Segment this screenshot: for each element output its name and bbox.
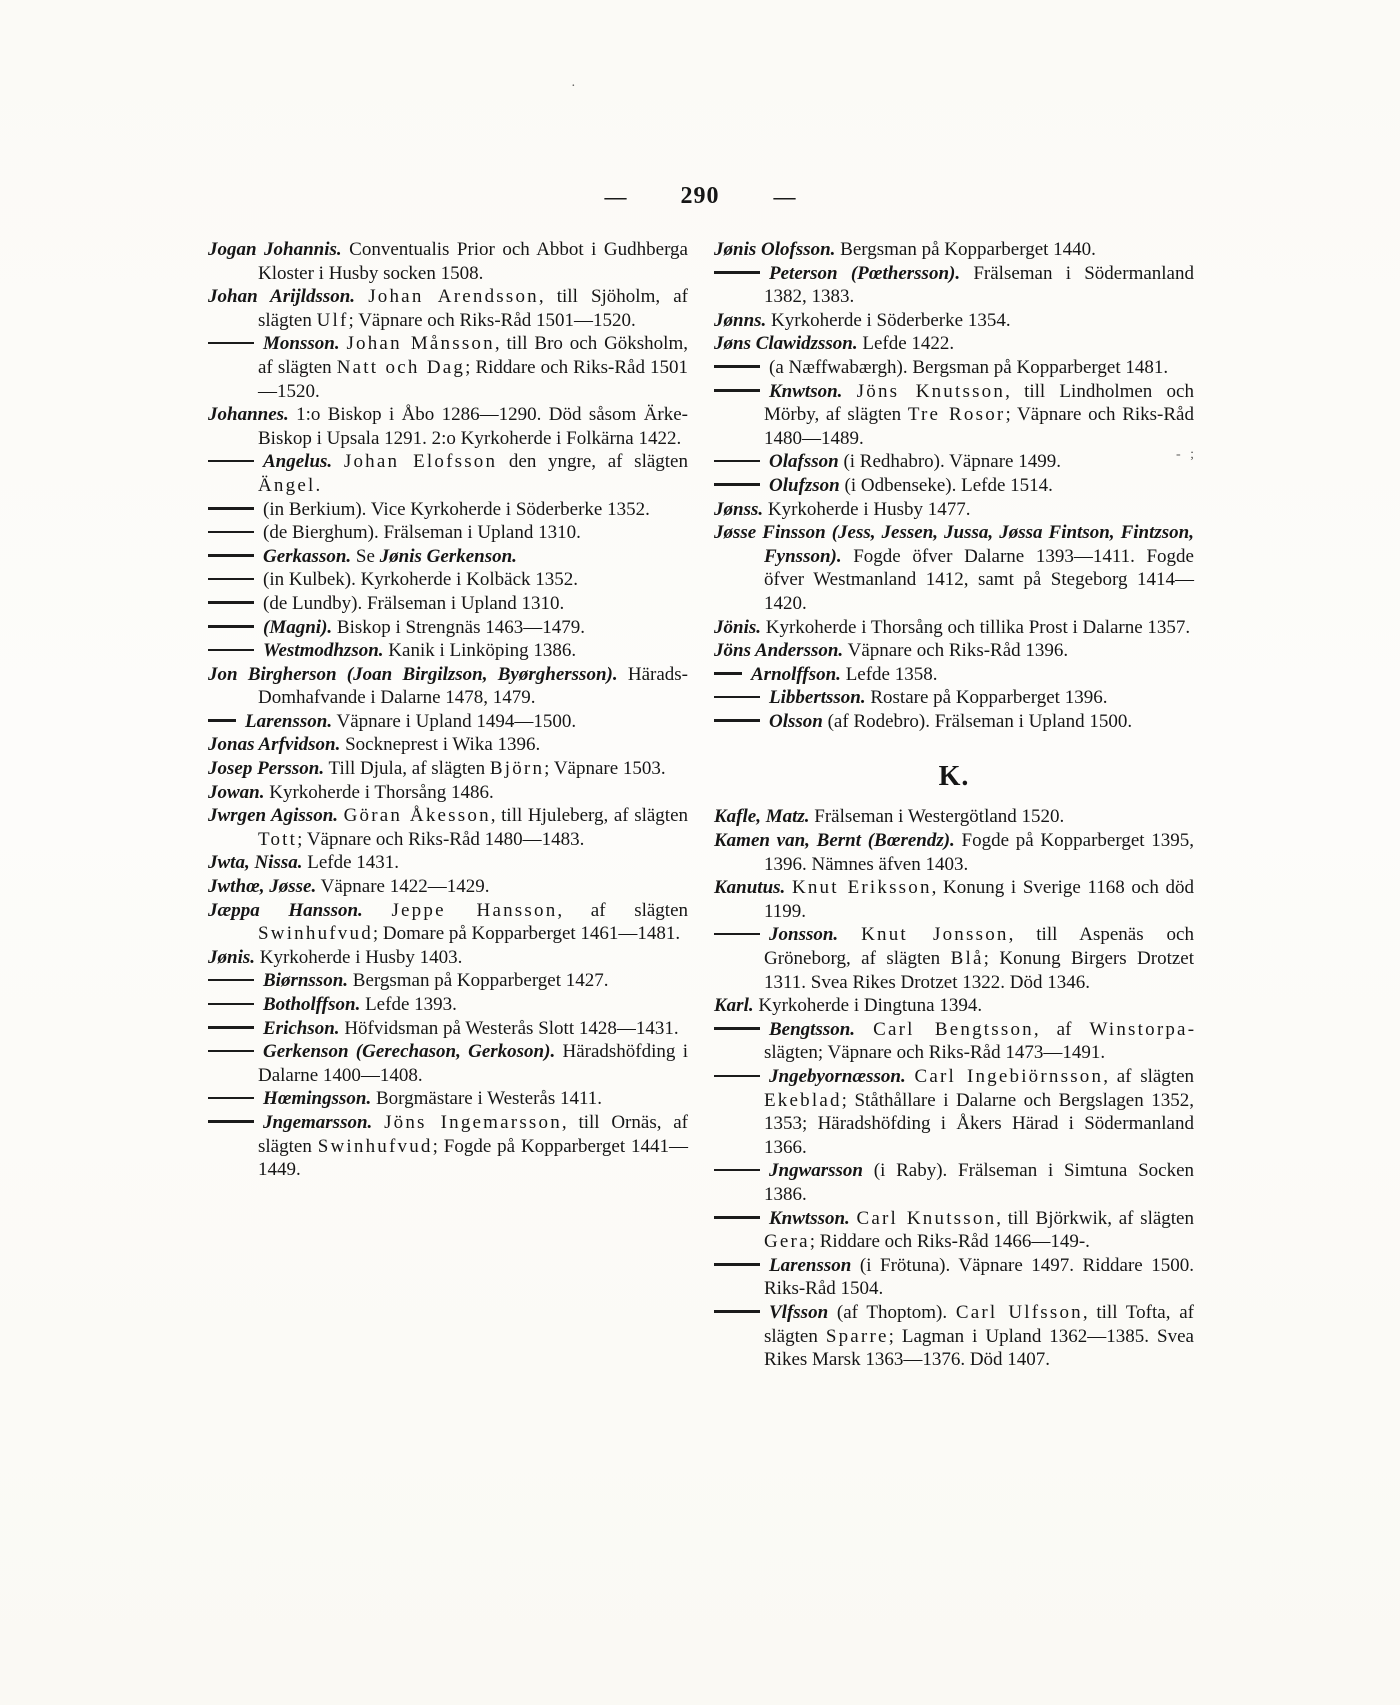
entry-headword: Jngwarsson bbox=[769, 1160, 863, 1182]
entry-headword: Arnolffson. bbox=[751, 663, 841, 685]
dictionary-entry bbox=[714, 829, 1194, 876]
entry-text: , till Hjuleberg, af slägten bbox=[490, 805, 689, 827]
ditto-dash bbox=[714, 1263, 760, 1266]
entry-headword: Olsson bbox=[769, 710, 823, 732]
entry-text: Lefde 1393. bbox=[360, 994, 457, 1015]
entry-text: Till Djula, af slägten bbox=[324, 758, 490, 780]
ditto-dash bbox=[714, 1027, 760, 1030]
dictionary-entry bbox=[208, 498, 688, 522]
entry-text: Häradshöfding i Dalarne 1400—1408. bbox=[258, 1041, 688, 1086]
ditto-dash bbox=[714, 460, 760, 463]
entry-text: Sockneprest i Wika 1396. bbox=[340, 734, 541, 756]
dictionary-entry bbox=[714, 710, 1194, 734]
ditto-dash bbox=[208, 578, 254, 581]
entry-headword: Johannes. bbox=[208, 404, 289, 426]
entry-text: , Konung i Sverige 1168 och död 1199. bbox=[764, 877, 1194, 922]
entry-text: ; Fogde på Kopparberget 1441—1449. bbox=[258, 1135, 688, 1181]
entry-text: , af slägten bbox=[557, 899, 689, 921]
entry-headword: Erichson. bbox=[263, 1017, 340, 1039]
dictionary-entry bbox=[714, 1254, 1194, 1301]
entry-text: , till Lindholmen och Mörby, af slägten bbox=[764, 380, 1194, 426]
entry-headword: Jønis. bbox=[208, 946, 255, 968]
entry-text: ; Väpnare och Riks-Råd 1480—1483. bbox=[297, 828, 585, 850]
dictionary-entry bbox=[208, 1040, 688, 1087]
entry-headword: Gerkasson. bbox=[263, 545, 352, 567]
entry-text: (af Thoptom). bbox=[828, 1301, 956, 1323]
page-header bbox=[0, 183, 1400, 210]
entry-text: , till Ornäs, af slägten bbox=[258, 1111, 688, 1157]
ditto-dash bbox=[714, 389, 760, 392]
entry-emphasized-name: Carl Knutsson bbox=[856, 1207, 997, 1229]
ditto-dash bbox=[714, 1075, 760, 1078]
entry-text: Rostare på Kopparberget 1396. bbox=[865, 687, 1108, 709]
entry-text: , till Sjöholm, af slägten bbox=[258, 286, 688, 331]
entry-text bbox=[785, 877, 792, 898]
dictionary-entry bbox=[208, 332, 688, 403]
ditto-dash bbox=[714, 483, 760, 486]
dictionary-entry bbox=[208, 285, 688, 332]
entry-headword: Kanutus. bbox=[714, 877, 786, 899]
entry-headword: Jonsson. bbox=[769, 924, 839, 946]
entry-emphasized-name: Swinhufvud bbox=[258, 923, 373, 945]
dictionary-entry bbox=[714, 356, 1194, 380]
dictionary-entry bbox=[714, 1065, 1194, 1159]
dictionary-entry bbox=[208, 710, 688, 734]
ditto-dash bbox=[208, 1026, 254, 1029]
ditto-dash bbox=[208, 1050, 254, 1053]
entry-headword: Jönis. bbox=[714, 616, 761, 638]
entry-text: (in Berkium). Vice Kyrkoherde i Söderberke 1352. bbox=[263, 498, 650, 520]
dictionary-entry bbox=[208, 851, 688, 875]
entry-headword: Kamen van, Bernt (Bœrendz). bbox=[714, 830, 955, 852]
entry-text bbox=[855, 1019, 873, 1040]
entry-text: Väpnare och Riks-Råd 1396. bbox=[843, 640, 1069, 662]
entry-text: Conventualis Prior och Abbot i Gudhberga Kloster i Husby socken 1508. bbox=[258, 239, 688, 284]
entry-headword: Knwtson. bbox=[769, 380, 843, 402]
entry-headword: Karl. bbox=[714, 995, 754, 1017]
entry-headword: Vlfsson bbox=[769, 1301, 829, 1323]
dictionary-entry bbox=[208, 639, 688, 663]
entry-text: Lefde 1358. bbox=[840, 663, 938, 685]
entry-text: Lefde 1422. bbox=[857, 333, 955, 355]
entry-emphasized-name: Tott bbox=[258, 828, 298, 850]
entry-emphasized-name: Jöns Knutsson bbox=[856, 380, 1006, 402]
dictionary-entry bbox=[714, 332, 1194, 356]
entry-text bbox=[363, 900, 392, 921]
entry-text: ; Konung Birgers Drotzet 1311. Svea Rikes Drotzet 1322. Död 1346. bbox=[764, 948, 1195, 993]
dictionary-entry bbox=[208, 238, 688, 285]
dictionary-entry bbox=[208, 592, 688, 616]
entry-text: Kyrkoherde i Thorsång 1486. bbox=[264, 781, 494, 803]
entry-emphasized-name: Björn bbox=[489, 758, 545, 780]
entry-text: , af slägten bbox=[1103, 1066, 1195, 1087]
entry-emphasized-name: Jeppe Hansson bbox=[391, 899, 558, 921]
entry-text: Se bbox=[351, 545, 380, 567]
scan-artifact: · bbox=[571, 79, 576, 94]
dictionary-entry bbox=[208, 450, 688, 497]
dictionary-entry bbox=[714, 639, 1194, 663]
entry-headword: Jogan Johannis. bbox=[208, 239, 342, 260]
dictionary-entry bbox=[714, 923, 1194, 994]
entry-text: (i Redhabro). Väpnare 1499. bbox=[838, 451, 1061, 473]
entry-text: Fogde öfver Dalarne 1393—1411. Fogde öfver Westmanland 1412, samt på Stegeborg 1414—1420. bbox=[764, 545, 1194, 614]
scan-artifact: - ; bbox=[1176, 447, 1198, 462]
entry-headword: Peterson (Pœthersson). bbox=[769, 262, 961, 284]
entry-headword: Johan Arijldsson. bbox=[208, 286, 356, 308]
entry-text bbox=[372, 1112, 384, 1133]
dictionary-entry bbox=[208, 733, 688, 757]
dictionary-entry bbox=[208, 781, 688, 805]
dictionary-entry bbox=[714, 498, 1194, 522]
dictionary-entry bbox=[714, 1018, 1194, 1065]
entry-headword: Hœmingsson. bbox=[263, 1088, 372, 1110]
entry-text: , till Björkwik, af slägten bbox=[996, 1207, 1194, 1229]
entry-emphasized-name: Swinhufvud bbox=[317, 1135, 433, 1157]
entry-text: -slägten; Väpnare och Riks-Råd 1473—1491. bbox=[764, 1018, 1195, 1064]
dictionary-entry bbox=[208, 663, 688, 710]
left-column bbox=[208, 238, 688, 1372]
entry-text: ; Väpnare 1503. bbox=[544, 758, 666, 780]
entry-text: Kanik i Linköping 1386. bbox=[383, 640, 577, 662]
ditto-dash bbox=[208, 601, 254, 604]
entry-text: Härads-Domhafvande i Dalarne 1478, 1479. bbox=[258, 663, 689, 709]
dictionary-entry bbox=[714, 380, 1194, 451]
entry-emphasized-name: Blå bbox=[950, 948, 984, 970]
dictionary-entry bbox=[714, 262, 1194, 309]
entry-text: , till Bro och Göksholm, af slägten bbox=[258, 333, 688, 378]
ditto-dash bbox=[714, 672, 742, 675]
ditto-dash bbox=[714, 719, 760, 722]
entry-headword: Jon Birgherson (Joan Birgilzson, Byørghersson). bbox=[208, 663, 618, 685]
entry-text: ; Ståthållare i Dalarne och Bergslagen 1352, 1353; Häradshöfding i Åkers Härad i Södermanland 1366. bbox=[764, 1089, 1194, 1158]
section-letter-heading: K. bbox=[938, 761, 970, 793]
entry-text: Väpnare 1422—1429. bbox=[316, 876, 490, 898]
header-rule-left: — bbox=[604, 183, 627, 209]
ditto-dash bbox=[714, 1169, 760, 1172]
entry-text: ; Riddare och Riks-Råd 1501—1520. bbox=[258, 356, 689, 402]
text-columns bbox=[208, 238, 1194, 1372]
dictionary-entry bbox=[208, 545, 688, 569]
entry-emphasized-name: Tre Rosor bbox=[907, 404, 1006, 426]
entry-text: Fogde på Kopparberget 1395, 1396. Nämnes äfven 1403. bbox=[764, 830, 1194, 875]
entry-text: Frälseman i Södermanland 1382, 1383. bbox=[764, 262, 1194, 308]
dictionary-entry bbox=[208, 875, 688, 899]
entry-text bbox=[332, 451, 344, 472]
entry-emphasized-name: Johan Elofsson bbox=[343, 451, 498, 473]
entry-text: (a Næffwabærgh). Bergsman på Kopparberget 1481. bbox=[769, 356, 1169, 378]
entry-headword: Jonas Arfvidson. bbox=[208, 734, 341, 756]
entry-headword: Jønss. bbox=[714, 498, 764, 520]
entry-headword: Botholffson. bbox=[263, 994, 361, 1015]
page-number: 290 bbox=[680, 183, 720, 209]
ditto-dash bbox=[714, 1310, 760, 1313]
entry-headword: Larensson bbox=[769, 1254, 852, 1276]
entry-headword: Jønis Gerkenson. bbox=[379, 545, 517, 567]
entry-text: 1:o Biskop i Åbo 1286—1290. Död såsom Ärke-Biskop i Upsala 1291. 2:o Kyrkoherde i Folkärna 1422. bbox=[258, 404, 688, 449]
entry-text: ; Riddare och Riks-Råd 1466—149-. bbox=[809, 1231, 1090, 1253]
entry-text: Kyrkoherde i Dingtuna 1394. bbox=[753, 995, 983, 1017]
entry-text: (af Rodebro). Frälseman i Upland 1500. bbox=[822, 710, 1133, 732]
dictionary-entry bbox=[714, 616, 1194, 640]
dictionary-entry bbox=[714, 876, 1194, 923]
ditto-dash bbox=[208, 1120, 254, 1123]
dictionary-entry bbox=[208, 568, 688, 592]
entry-text: Frälseman i Westergötland 1520. bbox=[809, 806, 1065, 828]
entry-emphasized-name: Carl Ingebiörnsson bbox=[914, 1066, 1104, 1087]
dictionary-entry bbox=[714, 238, 1194, 262]
entry-headword: Knwtsson. bbox=[769, 1207, 850, 1229]
dictionary-entry bbox=[208, 616, 688, 640]
entry-headword: Jöns Andersson. bbox=[714, 640, 844, 662]
entry-emphasized-name: Ängel bbox=[258, 474, 316, 496]
entry-text: ; Väpnare och Riks-Råd 1501—1520. bbox=[348, 309, 636, 331]
entry-headword: Jønns. bbox=[714, 309, 767, 331]
entry-emphasized-name: Johan Månsson bbox=[346, 333, 495, 355]
dictionary-entry bbox=[208, 804, 688, 851]
ditto-dash bbox=[208, 719, 236, 722]
entry-emphasized-name: Ekeblad bbox=[764, 1089, 842, 1111]
dictionary-entry bbox=[208, 993, 688, 1017]
entry-headword: Jngemarsson. bbox=[263, 1111, 373, 1133]
entry-headword: Jøns Clawidzsson. bbox=[714, 333, 858, 355]
ditto-dash bbox=[208, 625, 254, 628]
entry-text: Höfvidsman på Westerås Slott 1428—1431. bbox=[339, 1017, 679, 1039]
dictionary-entry bbox=[208, 521, 688, 545]
entry-headword: Jwrgen Agisson. bbox=[208, 805, 339, 827]
dictionary-entry bbox=[208, 1017, 688, 1041]
dictionary-entry bbox=[208, 969, 688, 993]
entry-text bbox=[842, 381, 856, 402]
entry-headword: (Magni). bbox=[263, 616, 333, 638]
entry-text: (i Raby). Frälseman i Simtuna Socken 1386. bbox=[764, 1160, 1194, 1205]
header-rule-right: — bbox=[773, 183, 796, 209]
dictionary-entry bbox=[714, 309, 1194, 333]
entry-text: Kyrkoherde i Husby 1403. bbox=[255, 946, 463, 968]
dictionary-entry bbox=[714, 1207, 1194, 1254]
entry-headword: Larensson. bbox=[245, 710, 333, 732]
dictionary-entry bbox=[208, 403, 688, 450]
ditto-dash bbox=[714, 933, 760, 936]
entry-text: Kyrkoherde i Husby 1477. bbox=[763, 498, 971, 520]
entry-text: ; Väpnare och Riks-Råd 1480—1489. bbox=[764, 404, 1194, 449]
dictionary-entry bbox=[714, 450, 1194, 474]
entry-text bbox=[838, 924, 861, 945]
entry-text: (i Odbenseke). Lefde 1514. bbox=[839, 474, 1053, 496]
entry-emphasized-name: Carl Bengtsson bbox=[873, 1018, 1034, 1040]
dictionary-entry bbox=[208, 1087, 688, 1111]
entry-emphasized-name: Sparre bbox=[825, 1325, 889, 1347]
dictionary-entry bbox=[208, 757, 688, 781]
ditto-dash bbox=[208, 979, 254, 982]
dictionary-entry bbox=[208, 1111, 688, 1182]
entry-emphasized-name: Gera bbox=[764, 1231, 810, 1253]
entry-emphasized-name: Knut Eriksson bbox=[791, 877, 932, 899]
ditto-dash bbox=[208, 460, 254, 463]
entry-headword: Jowan. bbox=[208, 781, 265, 803]
entry-text: Kyrkoherde i Söderberke 1354. bbox=[766, 309, 1011, 331]
entry-text: (i Frötuna). Väpnare 1497. Riddare 1500. Riks-Råd 1504. bbox=[764, 1254, 1194, 1300]
dictionary-entry bbox=[714, 805, 1194, 829]
entry-text: (in Kulbek). Kyrkoherde i Kolbäck 1352. bbox=[263, 569, 579, 591]
entry-headword: Westmodhzson. bbox=[263, 640, 384, 662]
dictionary-entry bbox=[714, 521, 1194, 615]
dictionary-entry bbox=[714, 1301, 1194, 1372]
entry-emphasized-name: Johan Arendsson bbox=[368, 286, 539, 308]
entry-emphasized-name: Ulf bbox=[316, 309, 349, 331]
ditto-dash bbox=[714, 1216, 760, 1219]
entry-headword: Monsson. bbox=[263, 333, 340, 355]
entry-headword: Angelus. bbox=[263, 451, 333, 473]
entry-headword: Jwthœ, Jøsse. bbox=[208, 876, 317, 898]
entry-text: ; Lagman i Upland 1362—1385. Svea Rikes Marsk 1363—1376. Död 1407. bbox=[764, 1325, 1194, 1371]
entry-headword: Jwta, Nissa. bbox=[208, 852, 303, 874]
entry-text bbox=[355, 286, 368, 307]
ditto-dash bbox=[208, 531, 254, 534]
entry-headword: Bengtsson. bbox=[769, 1018, 856, 1040]
entry-headword: Josep Persson. bbox=[208, 758, 325, 780]
dictionary-entry bbox=[714, 474, 1194, 498]
entry-headword: Jæppa Hansson. bbox=[208, 899, 363, 921]
entry-headword: Libbertsson. bbox=[769, 687, 866, 709]
entry-text: Kyrkoherde i Thorsång och tillika Prost i Dalarne 1357. bbox=[761, 616, 1191, 638]
entry-text: Bergsman på Kopparberget 1427. bbox=[348, 970, 609, 992]
dictionary-entry bbox=[714, 663, 1194, 687]
entry-emphasized-name: Carl Ulfsson bbox=[955, 1301, 1083, 1323]
dictionary-entry bbox=[208, 946, 688, 970]
entry-headword: Kafle, Matz. bbox=[714, 806, 810, 828]
entry-text: Väpnare i Upland 1494—1500. bbox=[332, 710, 577, 732]
ditto-dash bbox=[208, 1003, 254, 1006]
ditto-dash bbox=[208, 507, 254, 510]
entry-headword: Jønis Olofsson. bbox=[714, 239, 836, 260]
ditto-dash bbox=[208, 1097, 254, 1100]
entry-headword: Jngebyornæsson. bbox=[769, 1066, 906, 1087]
entry-emphasized-name: Jöns Ingemarsson bbox=[384, 1111, 562, 1133]
dictionary-entry bbox=[714, 994, 1194, 1018]
entry-text: , af bbox=[1033, 1018, 1090, 1040]
dictionary-entry bbox=[714, 1159, 1194, 1206]
entry-headword: Biørnsson. bbox=[263, 970, 349, 992]
entry-headword: Olufzson bbox=[769, 474, 840, 496]
entry-text: Biskop i Strengnäs 1463—1479. bbox=[332, 616, 585, 638]
entry-text: . bbox=[315, 474, 321, 496]
ditto-dash bbox=[714, 271, 760, 274]
dictionary-entry bbox=[208, 899, 688, 946]
entry-text: den yngre, af slägten bbox=[497, 451, 688, 473]
dictionary-entry bbox=[714, 686, 1194, 710]
entry-emphasized-name: Knut Jonsson bbox=[861, 924, 1009, 946]
entry-emphasized-name: Natt och Dag bbox=[336, 356, 466, 378]
ditto-dash bbox=[208, 649, 254, 652]
entry-text: Borgmästare i Westerås 1411. bbox=[371, 1088, 603, 1110]
entry-emphasized-name: Göran Åkesson bbox=[343, 805, 491, 827]
entry-headword: Olafsson bbox=[769, 451, 839, 473]
entry-text: , till Tofta, af slägten bbox=[764, 1301, 1194, 1347]
entry-emphasized-name: Winstorpa bbox=[1089, 1018, 1188, 1040]
ditto-dash bbox=[714, 365, 760, 368]
entry-headword: Jøsse Finsson (Jess, Jessen, Jussa, Jøssa Fintson, Fintzson, Fynsson). bbox=[714, 522, 1194, 567]
entry-text: (de Bierghum). Frälseman i Upland 1310. bbox=[263, 522, 581, 544]
entry-text: (de Lundby). Frälseman i Upland 1310. bbox=[263, 592, 565, 614]
entry-text: Bergsman på Kopparberget 1440. bbox=[835, 239, 1096, 260]
ditto-dash bbox=[714, 696, 760, 699]
ditto-dash bbox=[208, 554, 254, 557]
entry-text: ; Domare på Kopparberget 1461—1481. bbox=[372, 923, 681, 945]
entry-headword: Gerkenson (Gerechason, Gerkoson). bbox=[263, 1041, 556, 1063]
right-column bbox=[714, 238, 1194, 1372]
entry-text: Lefde 1431. bbox=[302, 852, 400, 874]
ditto-dash bbox=[208, 342, 254, 345]
entry-text: , till Aspenäs och Gröneborg, af slägten bbox=[764, 924, 1194, 970]
